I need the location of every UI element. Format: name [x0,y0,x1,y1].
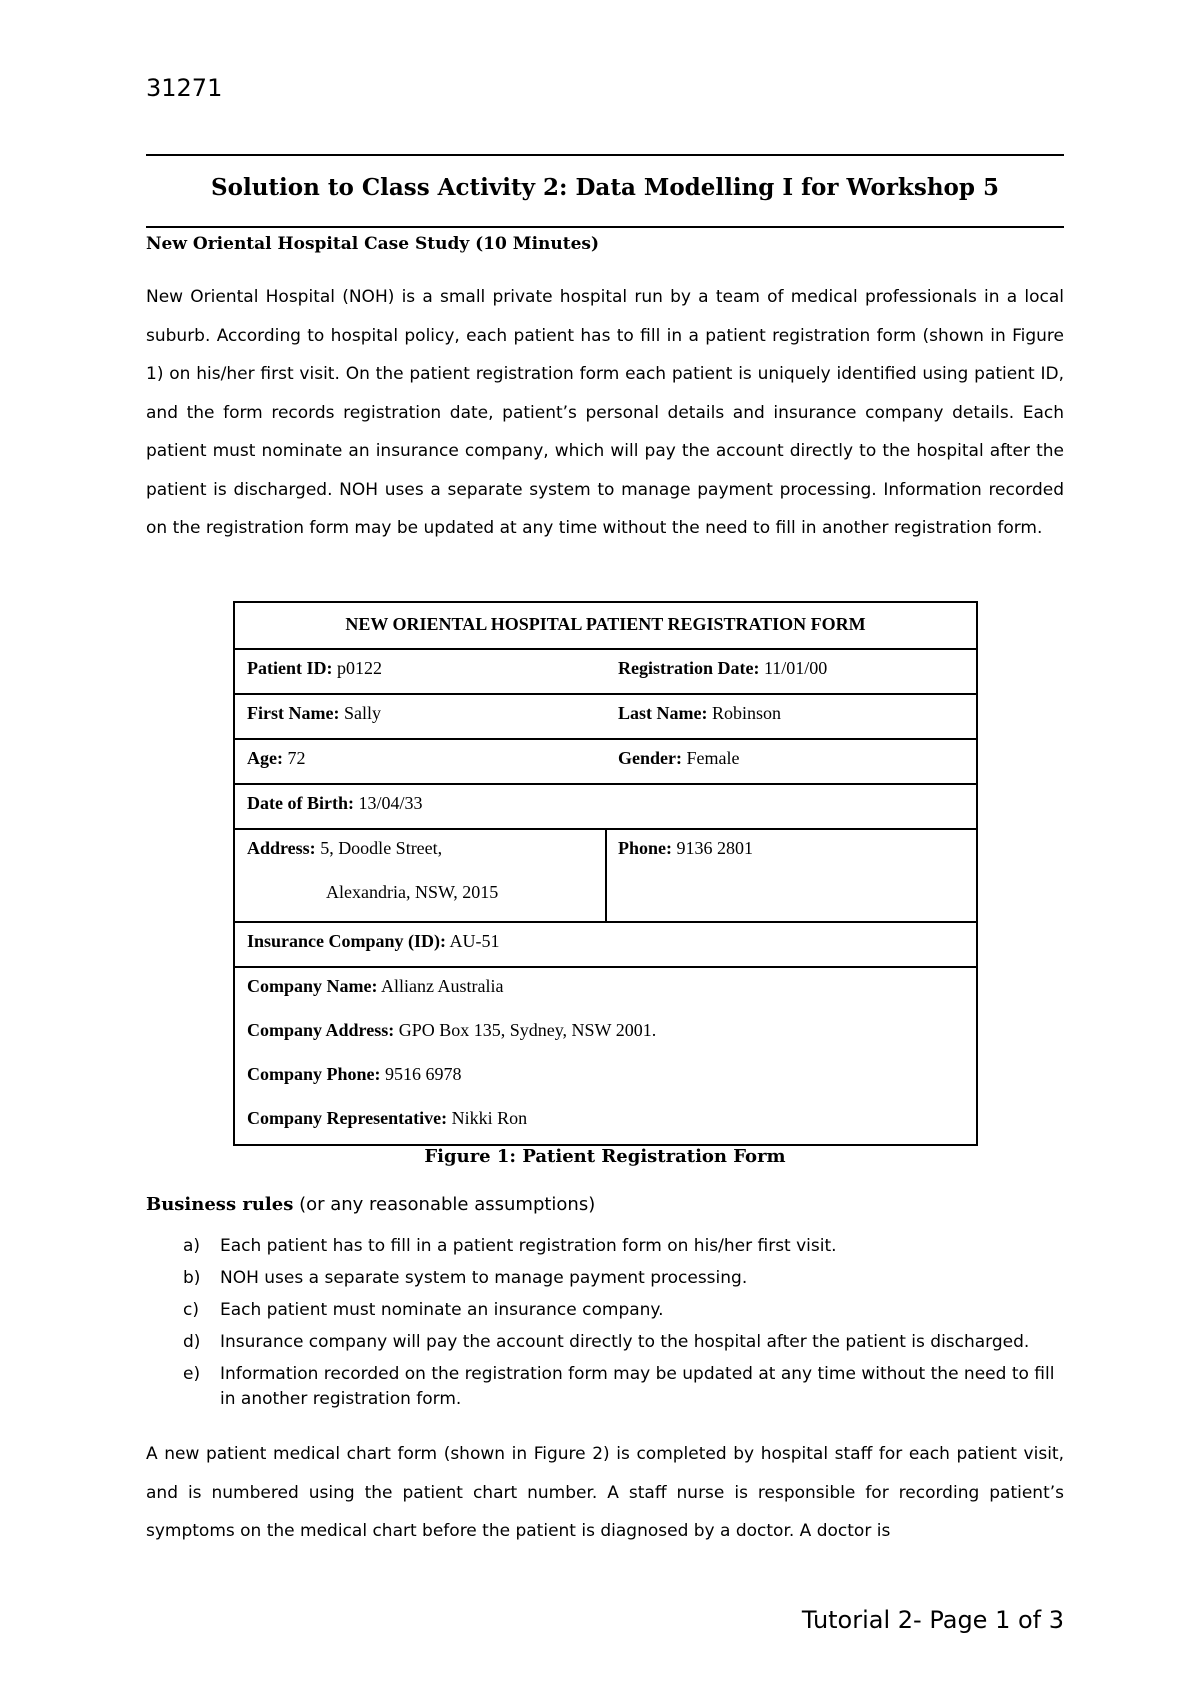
form-row-insurance [235,921,976,966]
medical-chart-paragraph: A new patient medical chart form (shown in Figure 2) is completed by hospital staff for each patient visit, and is numbered using the patient chart number. A staff nurse is responsible for recording patient’s symptoms on the medical chart before the patient is diagnosed by a doctor. A doctor is [146,1444,1064,1541]
list-item: b) NOH uses a separate system to manage payment processing. [183,1268,748,1288]
patient-registration-form [233,601,978,1146]
title-top-rule [146,154,1064,156]
address-field: Address: 5, Doodle Street, [247,838,443,858]
form-title: NEW ORIENTAL HOSPITAL PATIENT REGISTRATION FORM [345,614,866,634]
list-item: e) Information recorded on the registration form may be updated at any time without the need to fill in another registration form. [183,1364,1055,1409]
course-code: 31271 [146,74,223,102]
address-phone-divider [605,830,607,921]
list-item: c) Each patient must nominate an insurance company. [183,1300,664,1320]
phone-field: Phone: 9136 2801 [618,838,753,858]
list-item: d) Insurance company will pay the account directly to the hospital after the patient is discharged. [183,1332,1030,1352]
form-row-address [235,828,976,921]
registration-date-field: Registration Date: 11/01/00 [618,658,828,678]
case-study-heading: New Oriental Hospital Case Study (10 Minutes) [146,234,600,254]
age-field: Age: 72 [247,748,306,768]
gender-field: Gender: Female [618,748,740,768]
document-title: Solution to Class Activity 2: Data Modelling I for Workshop 5 [211,174,999,201]
form-row-name [235,693,976,738]
form-row-dob [235,783,976,828]
title-bottom-rule [146,226,1064,228]
form-row-age [235,738,976,783]
list-item: a) Each patient has to fill in a patient registration form on his/her first visit. [183,1236,837,1256]
company-representative-field: Company Representative: Nikki Ron [247,1108,528,1128]
form-row-company [235,966,976,1144]
figure-caption: Figure 1: Patient Registration Form [424,1146,786,1167]
form-title-row [235,603,976,648]
address-line-2: Alexandria, NSW, 2015 [326,882,499,902]
first-name-field: First Name: Sally [247,703,381,723]
page-footer: Tutorial 2- Page 1 of 3 [801,1606,1064,1634]
company-name-field: Company Name: Allianz Australia [247,976,504,996]
company-address-field: Company Address: GPO Box 135, Sydney, NSW 2001. [247,1020,657,1040]
patient-id-field: Patient ID: p0122 [247,658,382,678]
business-rules-heading: Business rules (or any reasonable assumptions) [146,1194,596,1215]
intro-paragraph: New Oriental Hospital (NOH) is a small private hospital run by a team of medical professionals in a local suburb. According to hospital policy, each patient has to fill in a patient registration form (shown in Figure 1) on his/her first visit. On the patient registration form each patient is uniquely identified using patient ID, and the form records registration date, patient’s personal details and insurance company details. Each patient must nominate an insurance company, which will pay the account directly to the hospital after the patient is discharged. NOH uses a separate system to manage payment processing. Information recorded on the registration form may be updated at any time without the need to fill in another registration form. [146,287,1064,538]
form-row-id [235,648,976,693]
date-of-birth-field: Date of Birth: 13/04/33 [247,793,423,813]
company-phone-field: Company Phone: 9516 6978 [247,1064,462,1084]
business-rules-list [146,1234,1064,1419]
last-name-field: Last Name: Robinson [618,703,781,723]
insurance-company-field: Insurance Company (ID): AU-51 [247,931,500,951]
